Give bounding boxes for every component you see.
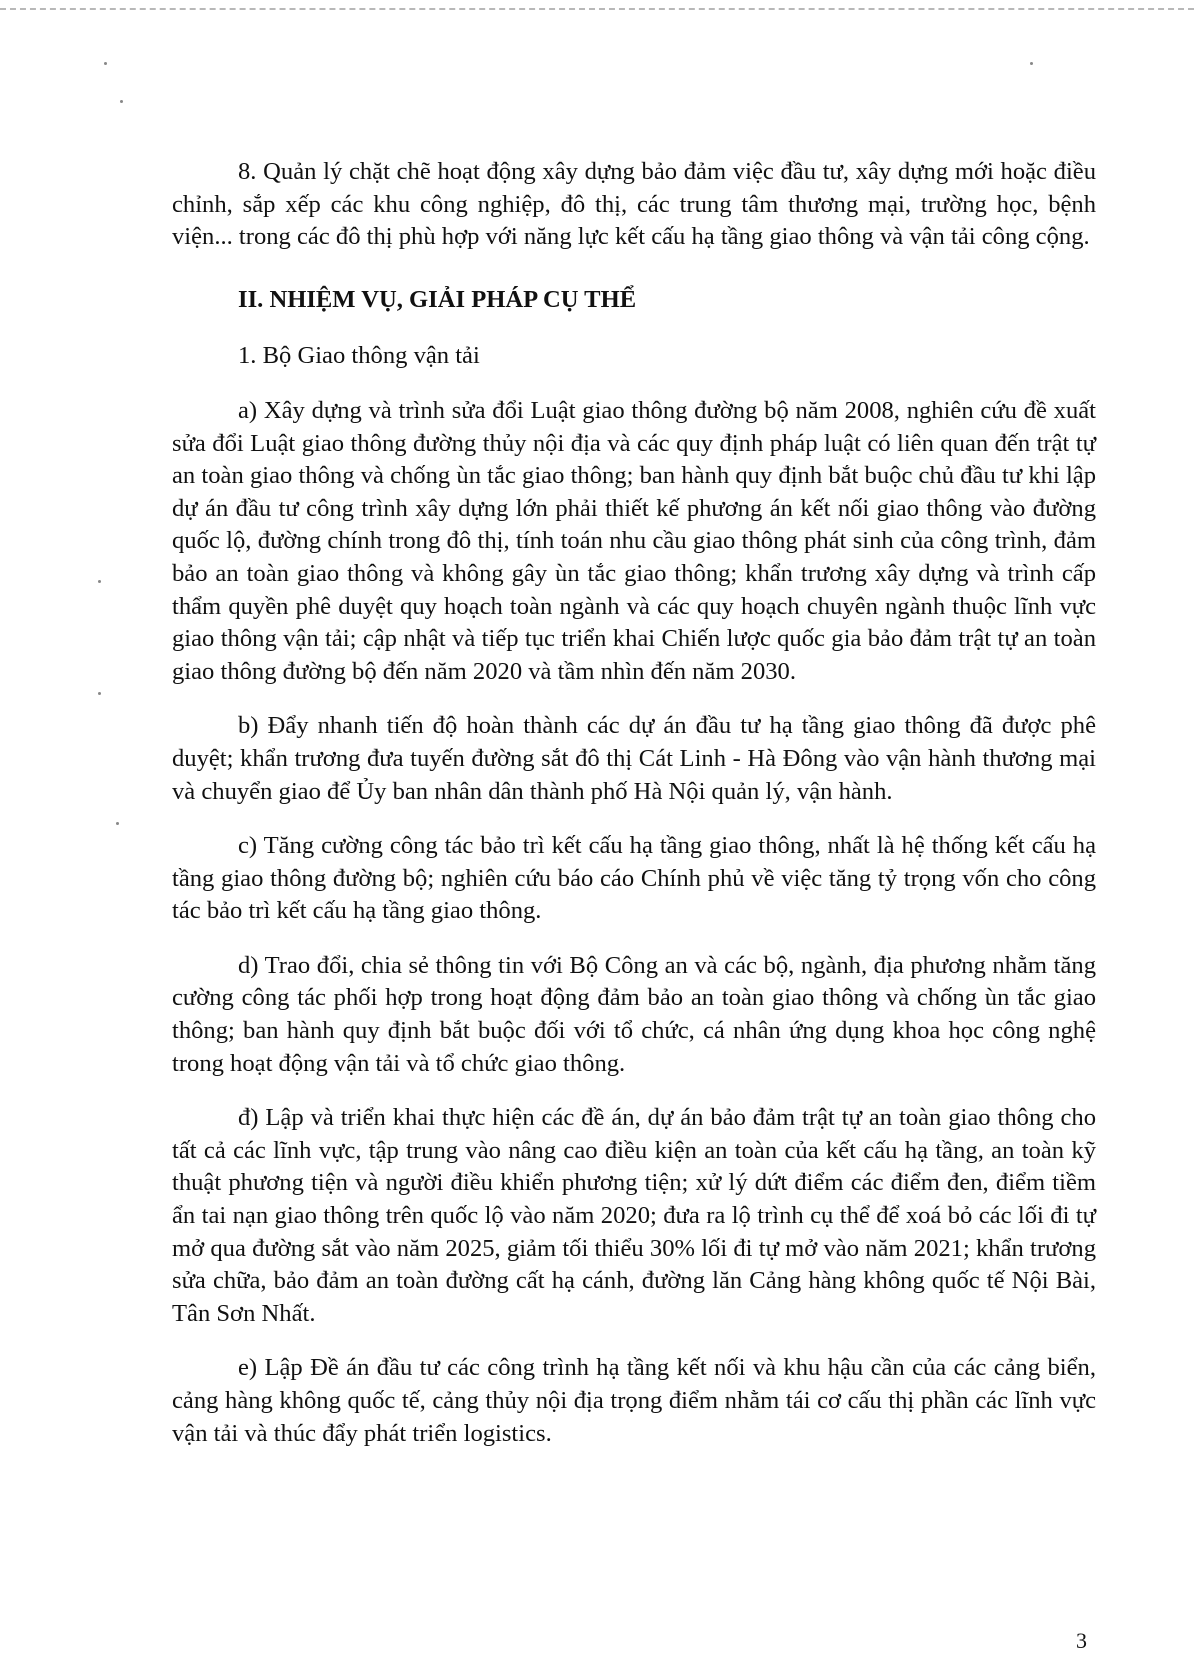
scan-speck	[98, 692, 101, 695]
scan-speck	[104, 62, 107, 65]
item-b: b) Đẩy nhanh tiến độ hoàn thành các dự án đầu tư hạ tầng giao thông đã được phê duyệt; khẩn trương đưa tuyến đường sắt đô thị Cát Linh - Hà Đông vào vận hành thương mại và chuyển giao để Ủy ban nhân dân thành phố Hà Nội quản lý, vận hành.	[172, 712, 1096, 805]
paragraph-8: 8. Quản lý chặt chẽ hoạt động xây dựng bảo đảm việc đầu tư, xây dựng mới hoặc điều chỉnh, sắp xếp các khu công nghiệp, đô thị, các trung tâm thương mại, trường học, bệnh viện... trong các đô thị phù hợp với năng lực kết cấu hạ tầng giao thông và vận tải công cộng.	[172, 158, 1096, 251]
item-d: d) Trao đổi, chia sẻ thông tin với Bộ Công an và các bộ, ngành, địa phương nhằm tăng cường công tác phối hợp trong hoạt động đảm bảo an toàn giao thông và chống ùn tắc giao thông; ban hành quy định bắt buộc đối với tổ chức, cá nhân ứng dụng khoa học công nghệ trong hoạt động vận tải và tổ chức giao thông.	[172, 951, 1096, 1077]
item-a: a) Xây dựng và trình sửa đổi Luật giao thông đường bộ năm 2008, nghiên cứu đề xuất sửa đổi Luật giao thông đường thủy nội địa và các quy định pháp luật có liên quan đến trật tự an toàn giao thông và chống ùn tắc giao thông; ban hành quy định bắt buộc chủ đầu tư khi lập dự án đầu tư công trình xây dựng lớn phải thiết kế phương án kết nối giao thông vào đường quốc lộ, đường chính trong đô thị, tính toán nhu cầu giao thông phát sinh của công trình, đảm bảo an toàn giao thông và không gây ùn tắc giao thông; khẩn trương xây dựng và trình cấp thẩm quyền phê duyệt quy hoạch toàn ngành và các quy hoạch chuyên ngành thuộc lĩnh vực giao thông vận tải; cập nhật và tiếp tục triển khai Chiến lược quốc gia bảo đảm trật tự an toàn giao thông đường bộ đến năm 2020 và tầm nhìn đến năm 2030.	[172, 396, 1096, 685]
document-body	[172, 156, 1096, 1450]
scan-speck	[98, 580, 101, 583]
item-dd: đ) Lập và triển khai thực hiện các đề án, dự án bảo đảm trật tự an toàn giao thông cho tất cả các lĩnh vực, tập trung vào nâng cao điều kiện an toàn của kết cấu hạ tầng, an toàn kỹ thuật phương tiện và người điều khiển phương tiện; xử lý dứt điểm các điểm đen, điểm tiềm ẩn tai nạn giao thông trên quốc lộ vào năm 2020; đưa ra lộ trình cụ thể để xoá bỏ các lối đi tự mở qua đường sắt vào năm 2025, giảm tối thiểu 30% lối đi tự mở vào năm 2021; khẩn trương sửa chữa, bảo đảm an toàn đường cất hạ cánh, đường lăn Cảng hàng không quốc tế Nội Bài, Tân Sơn Nhất.	[172, 1104, 1096, 1327]
page-number: 3	[1076, 1628, 1087, 1653]
subsection-title: 1. Bộ Giao thông vận tải	[238, 342, 480, 370]
scan-speck	[120, 100, 123, 103]
section-heading: II. NHIỆM VỤ, GIẢI PHÁP CỤ THỂ	[238, 285, 637, 313]
scan-speck	[116, 822, 119, 825]
scan-speck	[1030, 62, 1033, 65]
item-c: c) Tăng cường công tác bảo trì kết cấu hạ tầng giao thông, nhất là hệ thống kết cấu hạ tầng giao thông đường bộ; nghiên cứu báo cáo Chính phủ về việc tăng tỷ trọng vốn cho công tác bảo trì kết cấu hạ tầng giao thông.	[172, 832, 1096, 925]
item-e: e) Lập Đề án đầu tư các công trình hạ tầng kết nối và khu hậu cần của các cảng biển, cảng hàng không quốc tế, cảng thủy nội địa trọng điểm nhằm tái cơ cấu thị phần các lĩnh vực vận tải và thúc đẩy phát triển logistics.	[172, 1354, 1096, 1447]
scan-edge-line	[0, 8, 1194, 10]
